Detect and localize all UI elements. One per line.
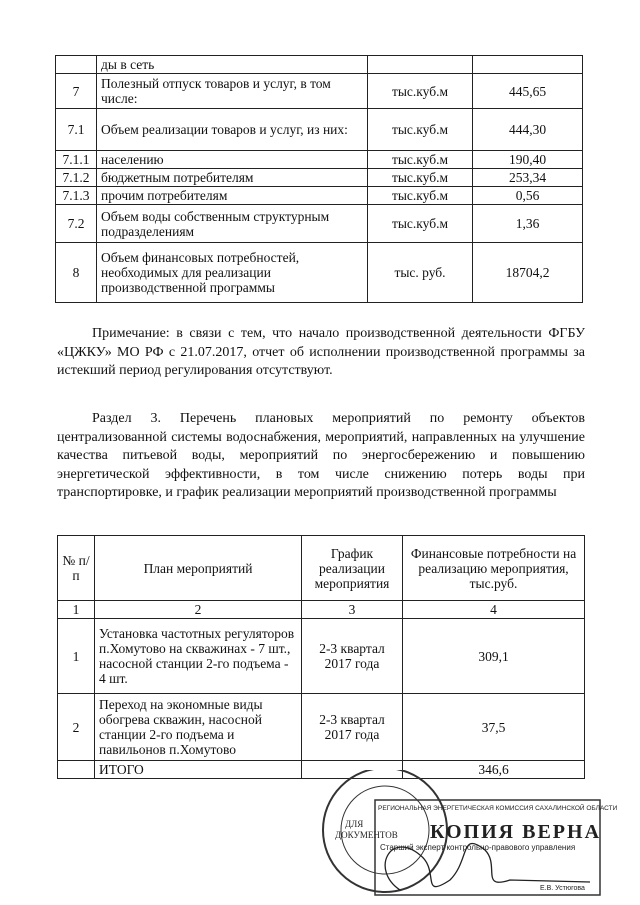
row-value: 444,30 — [473, 109, 583, 151]
section-3-heading: Раздел 3. Перечень плановых мероприятий по ремонту объектов централизованной системы водоснабжения, мероприятий, направленных на улучшение качества питьевой воды, мероприятий по энергосбережению и повышению энергетической эффективности, в том числе снижению потерь воды при транспортировке, и график реализации мероприятий производственной программы — [57, 411, 585, 500]
col-number: 1 — [58, 601, 95, 619]
total-value: 346,6 — [403, 761, 585, 779]
row-num: 1 — [58, 619, 95, 694]
row-desc: ды в сеть — [97, 56, 368, 74]
header-num: № п/п — [58, 536, 95, 601]
row-value: 1,36 — [473, 205, 583, 243]
note-paragraph: Примечание: в связи с тем, что начало производственной деятельности ФГБУ «ЦЖКУ» МО РФ с 21.07.2017, отчет об исполнении производственной программы за истекший период регулирования отсутствуют. — [57, 326, 585, 378]
row-unit: тыс.куб.м — [368, 169, 473, 187]
table-row — [56, 151, 583, 169]
table-row — [56, 74, 583, 109]
stamp-header: РЕГИОНАЛЬНАЯ ЭНЕРГЕТИЧЕСКАЯ КОМИССИЯ САХАЛИНСКОЙ ОБЛАСТИ — [378, 805, 618, 812]
row-unit: тыс.куб.м — [368, 151, 473, 169]
col-number: 3 — [302, 601, 403, 619]
svg-text:ДОКУМЕНТОВ: ДОКУМЕНТОВ — [335, 830, 398, 840]
table-row — [56, 109, 583, 151]
col-number: 2 — [95, 601, 302, 619]
header-amount: Финансовые потребности на реализацию мероприятия, тыс.руб. — [403, 536, 585, 601]
row-amount: 37,5 — [403, 694, 585, 761]
table-row — [56, 169, 583, 187]
row-amount: 309,1 — [403, 619, 585, 694]
activities-table — [57, 535, 585, 779]
total-label: ИТОГО — [95, 761, 302, 779]
row-num: 7.1 — [56, 109, 97, 151]
row-value — [473, 56, 583, 74]
header-plan: План мероприятий — [95, 536, 302, 601]
row-plan: Переход на экономные виды обогрева скважин, насосной станции 2-го подъема и павильонов п.Хомутово — [95, 694, 302, 761]
row-num: 2 — [58, 694, 95, 761]
row-schedule: 2-3 квартал 2017 года — [302, 694, 403, 761]
row-desc: Полезный отпуск товаров и услуг, в том числе: — [97, 74, 368, 109]
row-num: 7.2 — [56, 205, 97, 243]
row-num: 7 — [56, 74, 97, 109]
row-unit: тыс. руб. — [368, 243, 473, 303]
row-plan: Установка частотных регуляторов п.Хомутово на скважинах - 7 шт., насосной станции 2-го подъема - 4 шт. — [95, 619, 302, 694]
row-desc: прочим потребителям — [97, 187, 368, 205]
row-schedule: 2-3 квартал 2017 года — [302, 619, 403, 694]
row-desc: Объем реализации товаров и услуг, из них: — [97, 109, 368, 151]
svg-text:Е.В. Устюгова: Е.В. Устюгова — [540, 885, 585, 892]
row-value: 0,56 — [473, 187, 583, 205]
row-value: 18704,2 — [473, 243, 583, 303]
table-row — [56, 243, 583, 303]
row-unit: тыс.куб.м — [368, 74, 473, 109]
row-num: 7.1.1 — [56, 151, 97, 169]
row-value: 190,40 — [473, 151, 583, 169]
table-row — [56, 187, 583, 205]
row-desc: Объем воды собственным структурным подразделениям — [97, 205, 368, 243]
row-unit — [368, 56, 473, 74]
row-desc: населению — [97, 151, 368, 169]
row-num: 8 — [56, 243, 97, 303]
col-number: 4 — [403, 601, 585, 619]
table-row — [56, 205, 583, 243]
svg-text:КОПИЯ ВЕРНА: КОПИЯ ВЕРНА — [430, 821, 602, 843]
row-num — [56, 56, 97, 74]
row-value: 445,65 — [473, 74, 583, 109]
indicators-table — [55, 55, 583, 303]
row-num: 7.1.2 — [56, 169, 97, 187]
row-unit: тыс.куб.м — [368, 205, 473, 243]
row-unit: тыс.куб.м — [368, 109, 473, 151]
svg-text:Старший эксперт контрольно-пра: Старший эксперт контрольно-правового управления — [380, 843, 576, 852]
header-schedule: График реализации мероприятия — [302, 536, 403, 601]
table-row — [58, 694, 585, 761]
row-value: 253,34 — [473, 169, 583, 187]
certification-stamp — [310, 770, 620, 905]
row-desc: бюджетным потребителям — [97, 169, 368, 187]
row-desc: Объем финансовых потребностей, необходимых для реализации производственной программы — [97, 243, 368, 303]
row-num: 7.1.3 — [56, 187, 97, 205]
svg-text:ДЛЯ: ДЛЯ — [345, 819, 364, 829]
row-unit: тыс.куб.м — [368, 187, 473, 205]
table-row — [58, 619, 585, 694]
table-row — [56, 56, 583, 74]
